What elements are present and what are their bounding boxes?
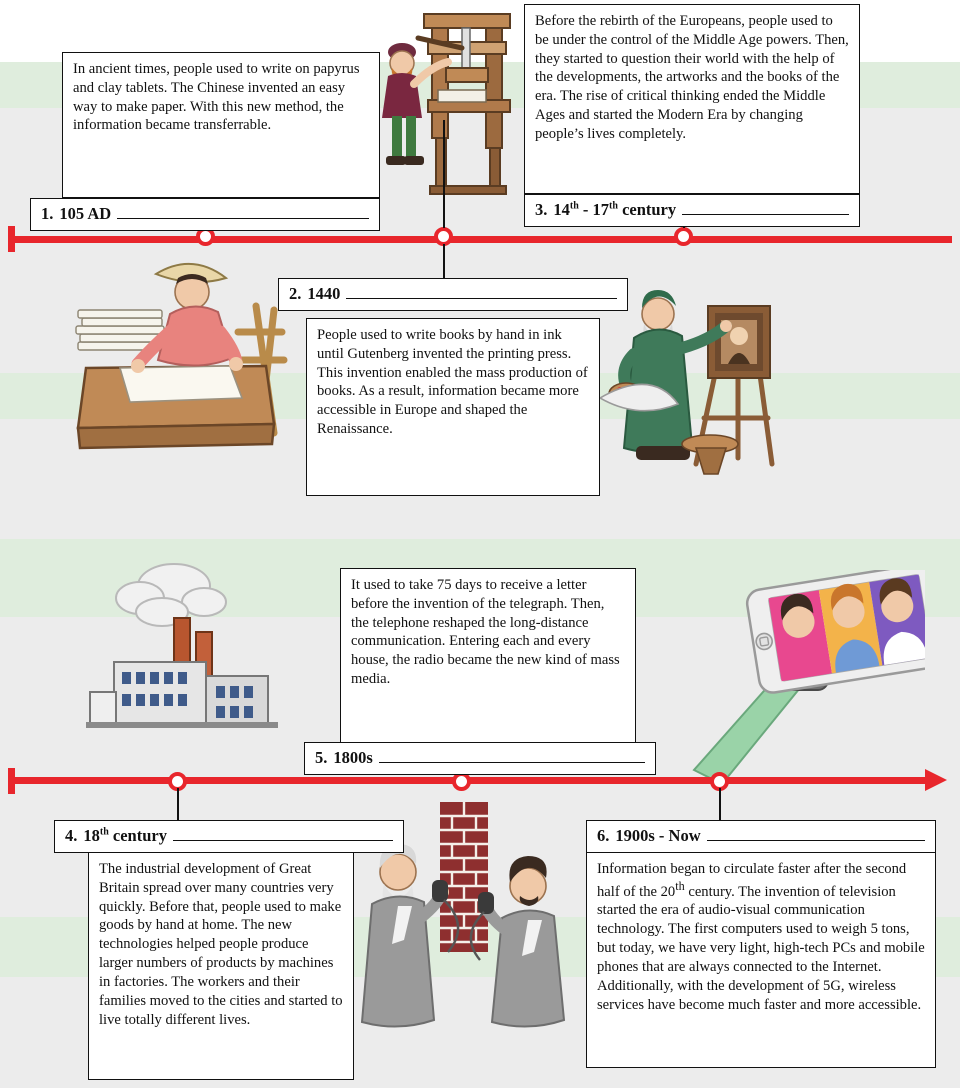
entry-2-text: People used to write books by hand in ink until Gutenberg invented the printing press. This invention enabled the mass production of books. As a result, information became more accessible in Europe and shaped the Renaissance. — [317, 327, 588, 438]
entry-6-text-box — [586, 852, 936, 1068]
entry-4-date: 18th century — [83, 826, 167, 845]
timeline-tick-2 — [443, 120, 445, 228]
entry-2-rule — [346, 288, 617, 299]
entry-6-number: 6. — [597, 826, 610, 845]
entry-6-label — [586, 820, 936, 853]
entry-2-date: 1440 — [307, 284, 341, 303]
entry-5-text-box — [340, 568, 636, 744]
factory-icon — [78, 552, 308, 767]
entry-4-text: The industrial development of Great Britain spread over many countries very quickly. Before that, people used to make goods by hand at home. The new technologies helped people produce larger numbers of products by machines in factories. The workers and their families moved to the cities and started to live totally different lives. — [99, 861, 343, 1028]
entry-1-date: 105 AD — [59, 204, 112, 223]
entry-2-number: 2. — [289, 284, 302, 303]
entry-6-date: 1900s - Now — [615, 826, 701, 845]
entry-1-number: 1. — [41, 204, 54, 223]
entry-5-label — [304, 742, 656, 775]
timeline-bottom-start-cap — [8, 768, 15, 794]
smartphone-selfie-icon — [680, 570, 925, 785]
timeline-arrow-icon — [925, 769, 947, 791]
entry-4-label — [54, 820, 404, 853]
entry-3-label — [524, 194, 860, 227]
entry-4-number: 4. — [65, 826, 78, 845]
entry-4-rule — [173, 830, 393, 841]
entry-1-label — [30, 198, 380, 231]
entry-2-label — [278, 278, 628, 311]
entry-1-text-box — [62, 52, 380, 198]
printing-press-icon — [366, 8, 526, 198]
entry-2-text-box — [306, 318, 600, 496]
timeline-tick-6 — [719, 788, 721, 822]
entry-5-date: 1800s — [333, 748, 373, 767]
papermaker-icon — [60, 248, 300, 463]
entry-1-text: In ancient times, people used to write on papyrus and clay tablets. The Chinese invented an easy way to make paper. With this new method, the information became transferrable. — [73, 61, 360, 134]
entry-3-date: 14th - 17th century — [553, 200, 677, 219]
entry-1-rule — [117, 208, 369, 219]
entry-5-number: 5. — [315, 748, 328, 767]
entry-5-text: It used to take 75 days to receive a letter before the invention of the telegraph. Then, the telephone reshaped the long-distance communication. Entering each and every house, the radio became the new kind of mass media. — [351, 577, 620, 688]
entry-3-text: Before the rebirth of the Europeans, people used to be under the control of the Middle Age powers. Then, they started to question their world with the help of the developments, the artworks and the books of the era. The rise of critical thinking ended the Middle Ages and started the Modern Era by changing people’s lives completely. — [535, 13, 849, 142]
entry-3-text-box — [524, 4, 860, 194]
timeline-tick-4 — [177, 788, 179, 822]
timeline-top-rail — [8, 236, 952, 243]
entry-4-text-box — [88, 852, 354, 1080]
entry-3-rule — [682, 204, 849, 215]
entry-5-rule — [379, 752, 645, 763]
renaissance-painter-icon — [600, 268, 800, 488]
entry-3-number: 3. — [535, 200, 548, 219]
timeline-node-3[interactable] — [674, 227, 693, 246]
entry-6-rule — [707, 830, 925, 841]
entry-6-text: Information began to circulate faster after the second half of the 20th century. The invention of television started the era of audio-visual communication technology. The first computers used to weigh 5 tons, but today, we have very light, high-tech PCs and mobile phones that are always connected to the Internet. Additionally, with the development of 5G, wireless services have become much faster and more accessible. — [597, 861, 925, 1013]
